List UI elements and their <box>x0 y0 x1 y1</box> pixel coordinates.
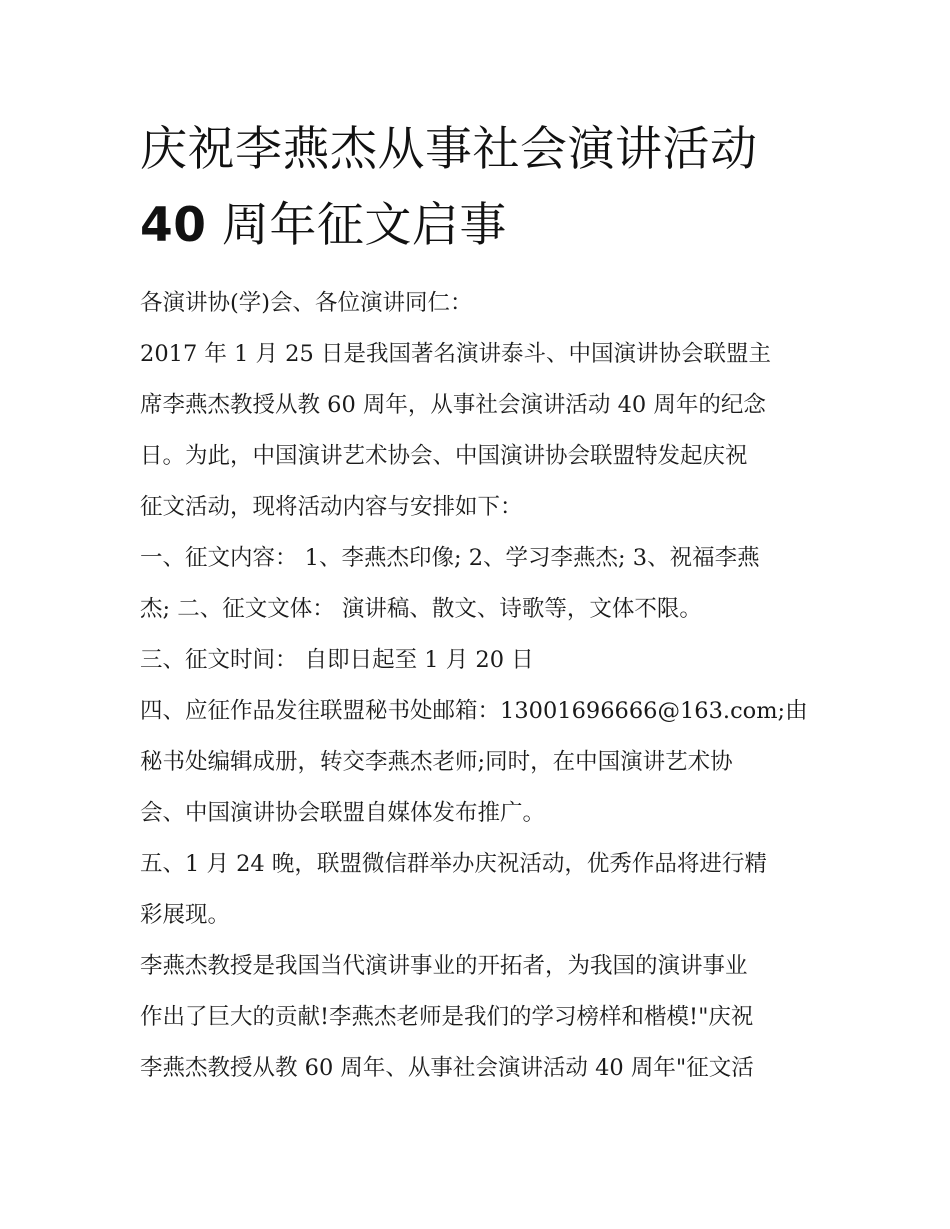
document-title <box>140 112 840 264</box>
paragraph-line: 作出了巨大的贡献!李燕杰老师是我们的学习榜样和楷模!"庆祝 <box>140 1004 754 1030</box>
paragraph-line: 会、中国演讲协会联盟自媒体发布推广。 <box>140 800 546 826</box>
greeting-line: 各演讲协(学)会、各位演讲同仁： <box>140 290 473 316</box>
paragraph-line: 李燕杰教授从教 60 周年、从事社会演讲活动 40 周年"征文活 <box>140 1055 754 1081</box>
paragraph-line: 三、征文时间： 自即日起至 1 月 20 日 <box>140 647 534 673</box>
paragraph-line: 李燕杰教授是我国当代演讲事业的开拓者，为我国的演讲事业 <box>140 953 748 979</box>
paragraph-line: 五、1 月 24 晚，联盟微信群举办庆祝活动，优秀作品将进行精 <box>140 851 767 877</box>
paragraph-line: 一、征文内容： 1、李燕杰印像; 2、学习李燕杰; 3、祝福李燕 <box>140 545 760 571</box>
paragraph-line: 日。为此，中国演讲艺术协会、中国演讲协会联盟特发起庆祝 <box>140 443 748 469</box>
paragraph-line: 四、应征作品发往联盟秘书处邮箱：13001696666@163.com;由 <box>140 698 808 724</box>
title-line-2 <box>140 188 840 264</box>
paragraph-line: 2017 年 1 月 25 日是我国著名演讲泰斗、中国演讲协会联盟主 <box>140 341 771 367</box>
title-line-1: 庆祝李燕杰从事社会演讲活动 <box>140 122 758 177</box>
paragraph-line: 杰; 二、征文文体： 演讲稿、散文、诗歌等，文体不限。 <box>140 596 702 622</box>
paragraph-line: 彩展现。 <box>140 902 231 928</box>
paragraph-line: 席李燕杰教授从教 60 周年，从事社会演讲活动 40 周年的纪念 <box>140 392 766 418</box>
paragraph-line: 征文活动，现将活动内容与安排如下： <box>140 494 523 520</box>
title-line-2-text: 周年征文启事 <box>206 198 507 253</box>
title-number: 40 <box>140 198 207 253</box>
document-body <box>140 278 830 1094</box>
paragraph-line: 秘书处编辑成册，转交李燕杰老师;同时，在中国演讲艺术协 <box>140 749 733 775</box>
